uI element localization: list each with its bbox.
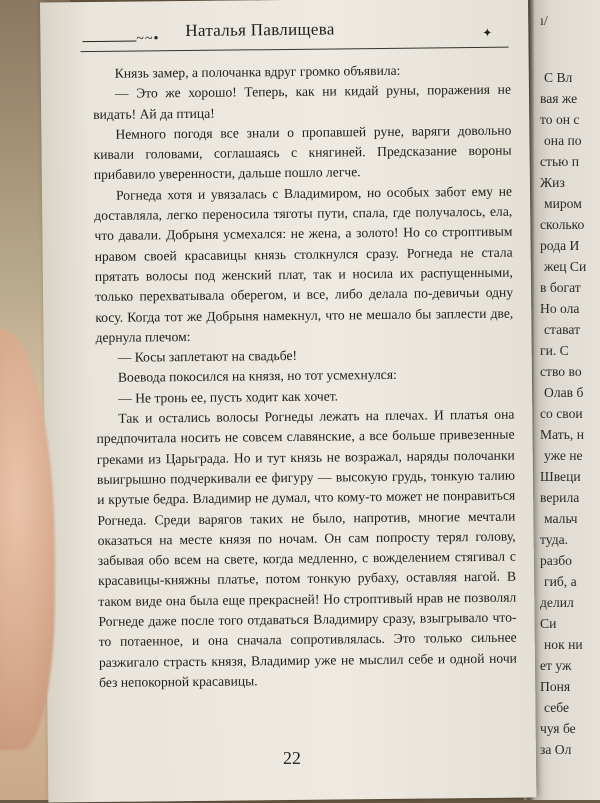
running-header (40, 15, 528, 50)
diamond-icon: ✦ (482, 25, 493, 40)
facing-page-line: она по (544, 133, 582, 148)
paragraph: — Косы заплетают на свадьбе! (117, 348, 298, 365)
facing-page-line: Си (540, 616, 557, 631)
paragraph: Немного погодя все знали о пропавшей руне, варяги довольно кивали головами, соглашаясь с княгиней. Предсказание вороны прибавило уверенности, дальше пошло легче. (93, 122, 512, 183)
header-ornament: ~~• (82, 33, 162, 48)
facing-page-mark: ı/ (540, 14, 548, 29)
paragraph: Рогнеда хотя и увязалась с Владимиром, но особых забот ему не доставляла, легко переносила тяготы пути, спала, где получалось, ела, что давали. Добрыня усмехался: не жена, а золото! Но со строптивым нравом своей красавицы князь столкнулся сразу. Рогнеда не стала прятать волосы под женский плат, так и носила их распущенными, только перехватывала оберегом, и все, либо делала по-девичьи одну косу. Когда тот же Добрыня намекнул, что не мешало бы заплести две, дернула плечом: (94, 183, 514, 345)
facing-page-line: себе (544, 700, 570, 715)
body-text (93, 60, 518, 694)
facing-page-line: за Ол (540, 742, 572, 757)
facing-page-line: вая же (540, 91, 578, 106)
paragraph: — Это же хорошо! Теперь, как ни кидай руны, поражения не видать! Ай да птица! (93, 81, 512, 122)
facing-page-line: верила (540, 490, 580, 505)
header-author: Наталья Павлищева (185, 19, 335, 41)
facing-page-line: Жиз (540, 175, 565, 190)
facing-page-line: жец Си (544, 259, 587, 274)
paragraph: Так и остались волосы Рогнеды лежать на плечах. И платья она предпочитала носить не совсем славянские, а все больше привезенные греками из Царьграда. Но и тут князь не возражал, наряды полочанки выигрышно подчеркивали ее фигуру — высокую грудь, тонкую талию и крутые бедра. Владимир не думал, что кому-то может не понравиться Рогнеда. Среди варягов таких не было, напротив, многие мечтали оказаться на месте князя по ночам. Он сам попросту терял голову, забывая обо всем на свете, когда медленно, с вожделением стягивал с красавицы-княжны платье, потом тонкую рубаху, оставляя нагой. В таком виде она была еще прекрасней! Но строптивый нрав не позволял Рогнеде даже после того отдаваться Владимиру сразу, взыгрывало что-то потаенное, и она сначала сопротивлялась. Это только сильнее разжигало страсть князя, Владимир уже не мыслил себе и одной ночи без непокорной красавицы. (96, 406, 517, 690)
facing-page-line: С Вл (544, 70, 573, 85)
facing-page-line: нок ни (544, 637, 583, 652)
facing-page-line: Швеци (540, 469, 581, 484)
facing-page-line: чуя бе (540, 721, 576, 736)
facing-page-line: гиб, а (544, 574, 577, 589)
header-rule (81, 47, 509, 52)
facing-page-line: разбо (540, 553, 572, 568)
facing-page-line: ство во (540, 364, 582, 379)
facing-page-line: ги. С (540, 343, 569, 358)
facing-page-line: туда. (540, 532, 569, 547)
facing-page-line: Но ола (540, 301, 580, 316)
facing-page-line: мальч (544, 511, 578, 526)
facing-page-line: стью п (540, 154, 580, 169)
paragraph: — Не тронь ее, пусть ходит как хочет. (118, 388, 339, 406)
facing-page-line: рода И (540, 238, 580, 253)
facing-page-line: уже не (544, 448, 583, 463)
paragraph: Воевода покосился на князя, но тот усмехнулся: (117, 367, 397, 386)
book-page (40, 0, 536, 803)
facing-page-line: ет уж (540, 658, 572, 673)
facing-page-line: то он с (540, 112, 580, 127)
facing-page-line: в богат (540, 280, 581, 295)
facing-page-line: Поня (540, 679, 571, 694)
facing-page-line: делил (540, 595, 574, 610)
facing-page-line: Олав б (544, 385, 584, 400)
facing-page-line: Мать, н (540, 427, 584, 442)
facing-page-line: миром (544, 196, 582, 211)
facing-page (530, 0, 600, 800)
facing-page-line: со свои (540, 406, 583, 421)
page-number: 22 (282, 747, 302, 769)
facing-page-line: сколько (540, 217, 585, 232)
paragraph: Князь замер, а полочанка вдруг громко объявила: (114, 62, 401, 81)
facing-page-line: стават (544, 322, 581, 337)
